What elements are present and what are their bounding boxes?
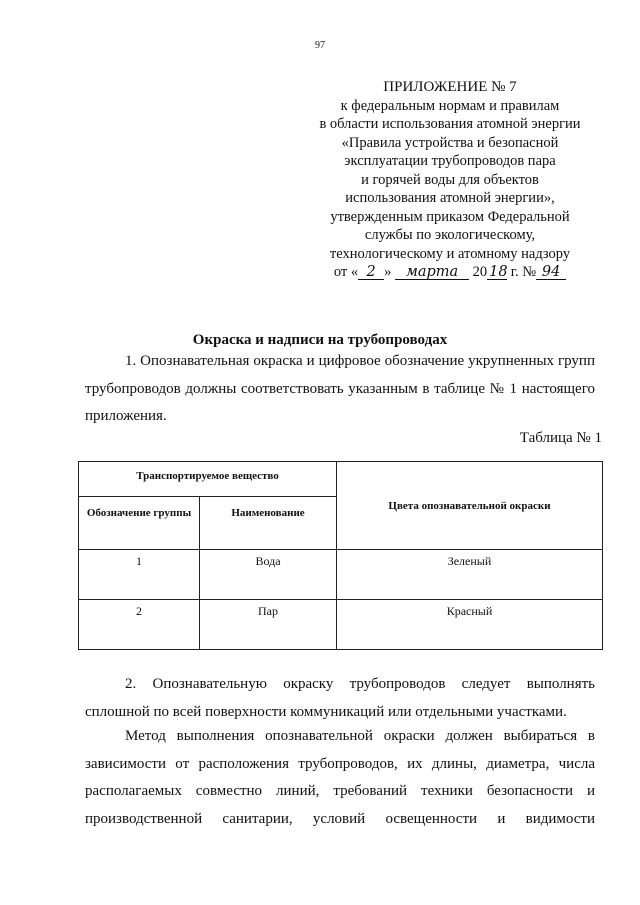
order-date-line — [300, 263, 600, 282]
appendix-heading: ПРИЛОЖЕНИЕ № 7 — [383, 79, 517, 95]
paragraph-2: 2. Опознавательную окраску трубопроводов следует выполнять сплошной по всей поверхности коммуникаций или отдельными участками. — [85, 676, 595, 720]
page-number: 97 — [315, 40, 325, 51]
date-prefix: от « — [333, 264, 359, 280]
table-subheader-code: Обозначение группы — [79, 497, 200, 550]
table-caption: Таблица № 1 — [519, 430, 602, 446]
handwritten-month: марта — [395, 265, 469, 280]
table-cell-name: Вода — [200, 550, 337, 600]
year-prefix: 20 — [472, 264, 488, 280]
handwritten-number: 94 — [536, 265, 566, 280]
appendix-line: к федеральным нормам и правилам — [340, 97, 560, 114]
section-title: Окраска и надписи на трубопроводах — [192, 332, 448, 348]
handwritten-year: 18 — [489, 264, 508, 280]
appendix-line: технологическому и атомному надзору — [329, 245, 571, 262]
table-row — [79, 600, 603, 650]
paragraph-3: Метод выполнения опознавательной окраски должен выбираться в зависимости от расположения трубопроводов, их длины, диаметра, числа располагаемых совместно линий, требований техники безопасности и производственной санитарии, условий освещенности и видимости — [85, 728, 595, 827]
appendix-header — [300, 78, 600, 282]
paragraph-1: 1. Опознавательная окраска и цифровое обозначение укрупненных групп трубопроводов должны соответствовать указанным в таблице № 1 настоящего приложения. — [85, 353, 595, 424]
appendix-line: в области использования атомной энергии — [319, 116, 581, 132]
table-cell-color: Зеленый — [337, 550, 603, 600]
table-row — [79, 550, 603, 600]
appendix-line: использования атомной энергии», — [345, 190, 555, 206]
appendix-line: утвержденным приказом Федеральной — [330, 208, 570, 225]
appendix-line: «Правила устройства и безопасной — [341, 134, 559, 151]
handwritten-day: 2 — [358, 265, 384, 280]
appendix-line: службы по экологическому, — [364, 227, 536, 243]
table-cell-color: Красный — [337, 600, 603, 650]
appendix-line: эксплуатации трубопроводов пара — [344, 153, 556, 169]
table-cell-code: 2 — [79, 600, 200, 650]
table-cell-code: 1 — [79, 550, 200, 600]
table-header-substance: Транспортируемое вещество — [79, 462, 337, 497]
table-cell-name: Пар — [200, 600, 337, 650]
table-header-colors: Цвета опознавательной окраски — [337, 462, 603, 550]
pipeline-colors-table — [78, 461, 603, 650]
number-prefix: г. № — [510, 264, 537, 280]
date-mid: » — [384, 264, 392, 280]
table-subheader-name: Наименование — [200, 497, 337, 550]
appendix-line: и горячей воды для объектов — [361, 171, 539, 188]
